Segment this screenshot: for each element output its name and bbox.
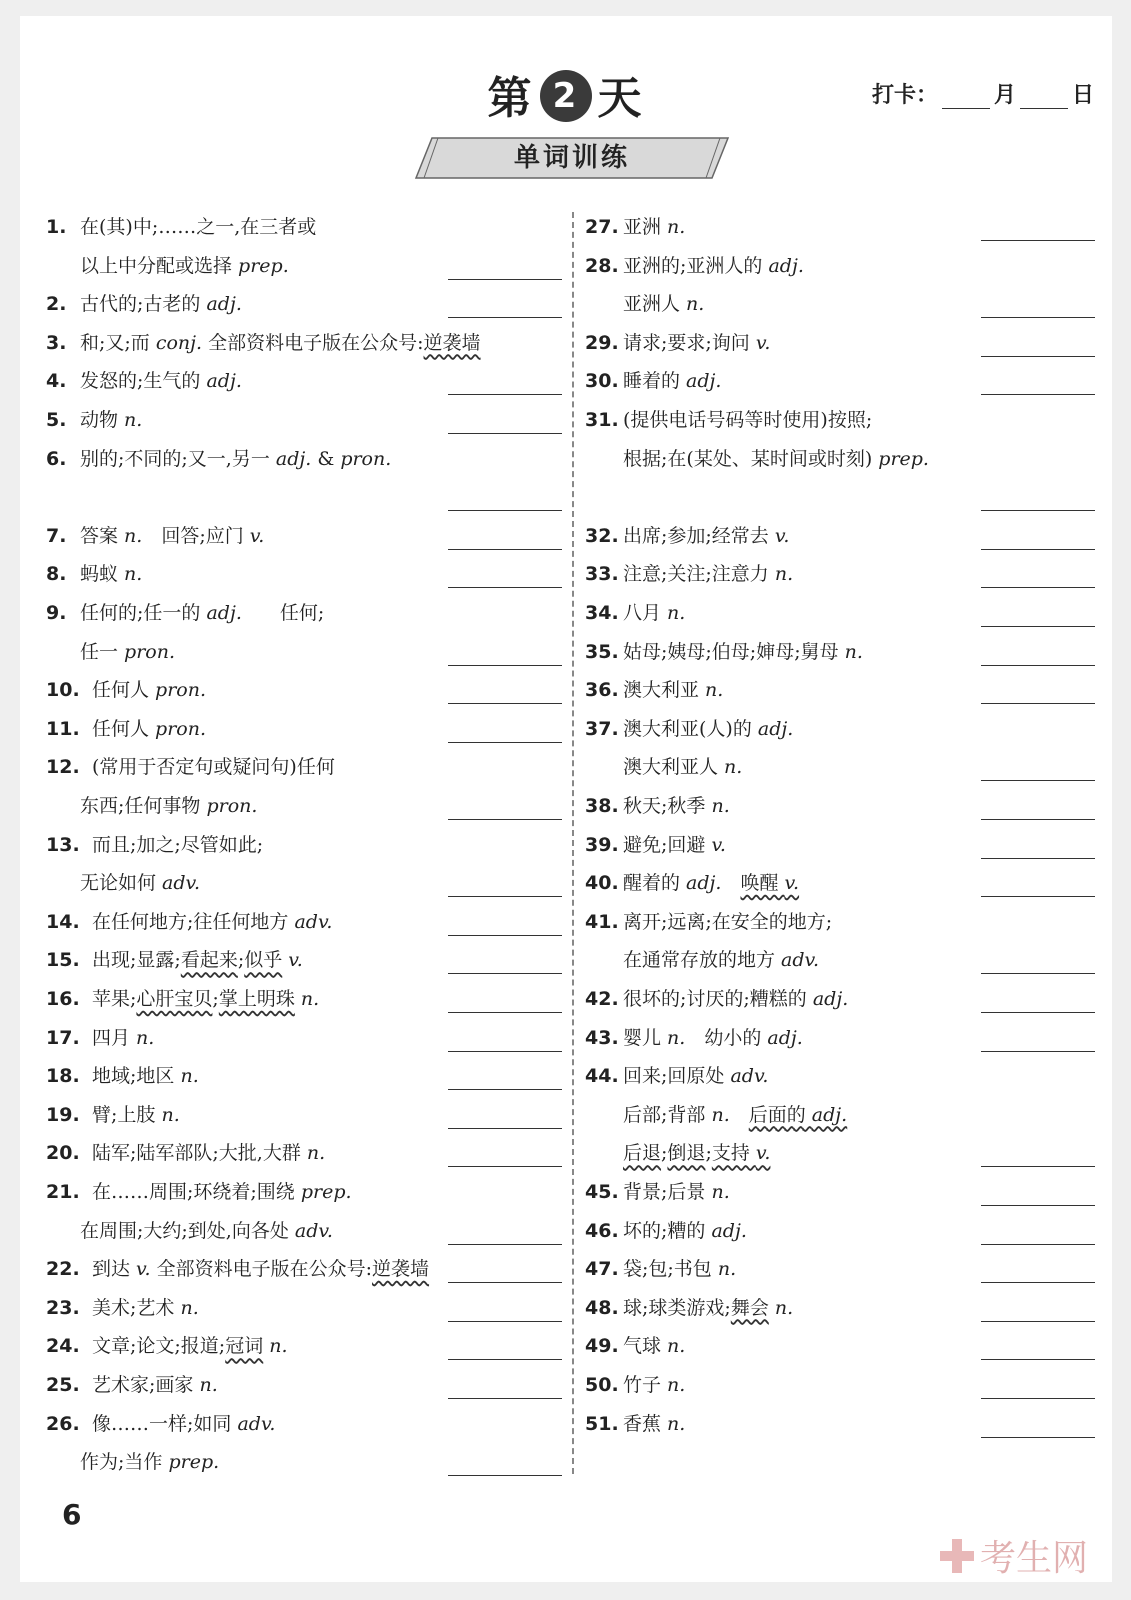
month-blank[interactable]: [942, 84, 990, 109]
vocab-line: [46, 324, 554, 362]
vocab-line: [46, 247, 554, 285]
vocab-line: [46, 517, 554, 555]
vocab-line: [585, 1327, 1095, 1365]
vocab-line: [46, 1405, 554, 1443]
item-number: 40.: [585, 872, 619, 895]
answer-blank[interactable]: [448, 1321, 562, 1322]
column-divider: [572, 212, 574, 1474]
day-prefix: 第: [487, 73, 534, 124]
item-definition: 任何人 pron.: [92, 679, 207, 702]
item-number: 18.: [46, 1065, 80, 1088]
answer-blank[interactable]: [981, 1012, 1095, 1013]
item-number: 7.: [46, 524, 67, 547]
vocab-line: [46, 440, 554, 478]
answer-blank[interactable]: [981, 394, 1095, 395]
item-definition: 回来;回原处 adv.: [623, 1065, 769, 1088]
item-definition: 别的;不同的;又一,另一 adj. & pron.: [80, 447, 392, 470]
vocab-line: [585, 555, 1095, 593]
item-number: 17.: [46, 1026, 80, 1049]
day-number-badge: 2: [540, 70, 592, 122]
item-definition: 袋;包;书包 n.: [623, 1258, 737, 1281]
item-definition: 臂;上肢 n.: [92, 1103, 180, 1126]
vocab-line: [46, 1057, 554, 1095]
vocab-line: [585, 1212, 1095, 1250]
vocab-line: [585, 1096, 1095, 1134]
answer-blank[interactable]: [448, 703, 562, 704]
item-definition: (提供电话号码等时使用)按照;: [623, 409, 873, 431]
vocab-line: [46, 478, 554, 516]
vocab-line: [46, 633, 554, 671]
item-definition: 姑母;姨母;伯母;婶母;舅母 n.: [623, 640, 863, 663]
vocab-line: [46, 826, 554, 864]
answer-blank[interactable]: [448, 1012, 562, 1013]
item-number: 12.: [46, 756, 80, 779]
item-definition: 发怒的;生气的 adj.: [80, 370, 242, 393]
answer-blank[interactable]: [448, 1051, 562, 1052]
answer-blank[interactable]: [981, 1051, 1095, 1052]
item-number: 23.: [46, 1296, 80, 1319]
answer-blank[interactable]: [981, 819, 1095, 820]
item-number: 42.: [585, 988, 619, 1010]
item-number: 13.: [46, 833, 80, 856]
item-definition: 后部;背部 n. 后面的 adj.: [623, 1103, 848, 1126]
vocab-line: [585, 401, 1095, 439]
answer-blank[interactable]: [448, 279, 562, 280]
vocab-line: [46, 1443, 554, 1481]
item-definition: 任何人 pron.: [92, 717, 207, 740]
vocab-line: [585, 748, 1095, 786]
item-number: 22.: [46, 1258, 80, 1281]
vocab-line: [46, 594, 554, 632]
item-number: 41.: [585, 910, 619, 933]
item-definition: 后退;倒退;支持 v.: [623, 1142, 771, 1165]
item-definition: 在……周围;环绕着;围绕 prep.: [92, 1181, 352, 1203]
answer-blank[interactable]: [981, 510, 1095, 511]
vocab-line: [585, 324, 1095, 362]
item-definition: 澳大利亚(人)的 adj.: [623, 717, 794, 740]
item-definition: 无论如何 adv.: [80, 872, 201, 895]
vocab-line: [46, 1019, 554, 1057]
item-definition: 在周围;大约;到处,向各处 adv.: [80, 1219, 333, 1242]
vocab-line: [585, 1173, 1095, 1211]
vocab-line: [46, 980, 554, 1018]
vocab-line: [46, 1250, 554, 1288]
item-definition: 在通常存放的地方 adv.: [623, 949, 820, 972]
answer-blank[interactable]: [981, 549, 1095, 550]
watermark-logo-icon: [940, 1539, 974, 1573]
answer-blank[interactable]: [981, 626, 1095, 627]
vocab-line: [585, 787, 1095, 825]
answer-blank[interactable]: [448, 433, 562, 434]
item-number: 2.: [46, 293, 67, 316]
vocab-line: [46, 1366, 554, 1404]
answer-blank[interactable]: [448, 935, 562, 936]
item-number: 39.: [585, 833, 619, 856]
vocab-line: [585, 362, 1095, 400]
item-number: 34.: [585, 602, 619, 624]
item-definition: 亚洲人 n.: [623, 293, 705, 316]
item-definition: 避免;回避 v.: [623, 833, 726, 856]
item-number: 3.: [46, 331, 67, 354]
checkin-label: 打卡：: [872, 83, 939, 108]
vocab-line: [585, 594, 1095, 632]
item-definition: 以上中分配或选择 prep.: [80, 254, 289, 277]
item-number: 44.: [585, 1065, 619, 1088]
vocab-line: [46, 903, 554, 941]
item-definition: 很坏的;讨厌的;糟糕的 adj.: [623, 988, 849, 1010]
watermark: [940, 1530, 1088, 1581]
item-definition: 任何的;任一的 adj. 任何;: [80, 602, 325, 624]
item-number: 50.: [585, 1374, 619, 1396]
item-definition: 地域;地区 n.: [92, 1065, 199, 1088]
item-definition: 醒着的 adj. 唤醒 v.: [623, 872, 800, 895]
item-number: 29.: [585, 331, 619, 354]
vocab-line: [46, 208, 554, 246]
item-number: 20.: [46, 1142, 80, 1165]
answer-blank[interactable]: [448, 819, 562, 820]
item-number: 35.: [585, 640, 619, 663]
item-number: 24.: [46, 1335, 80, 1358]
vocab-line: [46, 748, 554, 786]
section-title: 单词训练: [513, 143, 630, 173]
vocab-line: [46, 362, 554, 400]
vocab-line: [46, 864, 554, 902]
item-number: 5.: [46, 409, 67, 431]
answer-blank[interactable]: [981, 1166, 1095, 1167]
answer-blank[interactable]: [448, 549, 562, 550]
vocab-line: [585, 1366, 1095, 1404]
item-number: 48.: [585, 1296, 619, 1319]
checkin-date: [872, 78, 1094, 109]
item-definition: 坏的;糟的 adj.: [623, 1219, 747, 1242]
item-definition: 离开;远离;在安全的地方;: [623, 910, 833, 933]
item-definition: 亚洲的;亚洲人的 adj.: [623, 254, 804, 277]
item-number: 9.: [46, 602, 67, 624]
vocab-line: [46, 1327, 554, 1365]
item-number: 1.: [46, 216, 67, 238]
item-number: 26.: [46, 1412, 80, 1435]
answer-blank[interactable]: [981, 1244, 1095, 1245]
item-definition: 澳大利亚 n.: [623, 679, 724, 702]
vocab-line: [46, 671, 554, 709]
watermark-text: 考生网: [980, 1538, 1089, 1579]
item-definition: 古代的;古老的 adj.: [80, 293, 242, 316]
answer-blank[interactable]: [981, 587, 1095, 588]
vocab-line: [46, 1289, 554, 1327]
vocab-line: [585, 1289, 1095, 1327]
item-definition: 气球 n.: [623, 1335, 686, 1358]
vocab-line: [585, 478, 1095, 516]
answer-blank[interactable]: [448, 1089, 562, 1090]
item-number: 28.: [585, 254, 619, 277]
item-definition: 到达 v. 全部资料电子版在公众号:逆袭墙: [92, 1258, 430, 1281]
answer-blank[interactable]: [448, 742, 562, 743]
item-definition: 出现;显露;看起来;似乎 v.: [92, 949, 303, 972]
answer-blank[interactable]: [448, 896, 562, 897]
item-definition: 秋天;秋季 n.: [623, 795, 730, 817]
item-number: 4.: [46, 370, 67, 393]
answer-blank[interactable]: [448, 1398, 562, 1399]
answer-blank[interactable]: [981, 1359, 1095, 1360]
item-number: 31.: [585, 409, 619, 431]
item-definition: 陆军;陆军部队;大批,大群 n.: [92, 1142, 326, 1165]
item-number: 10.: [46, 679, 80, 702]
vocab-line: [46, 1212, 554, 1250]
answer-blank[interactable]: [981, 240, 1095, 241]
item-definition: 艺术家;画家 n.: [92, 1374, 218, 1396]
item-definition: 苹果;心肝宝贝;掌上明珠 n.: [92, 988, 320, 1010]
answer-blank[interactable]: [981, 896, 1095, 897]
item-definition: 婴儿 n. 幼小的 adj.: [623, 1026, 803, 1049]
answer-blank[interactable]: [448, 317, 562, 318]
item-number: 45.: [585, 1181, 619, 1203]
day-label: 日: [1072, 83, 1095, 108]
item-definition: 和;又;而 conj. 全部资料电子版在公众号:逆袭墙: [80, 331, 481, 354]
answer-blank[interactable]: [448, 665, 562, 666]
item-definition: 作为;当作 prep.: [80, 1451, 220, 1474]
vocab-line: [46, 710, 554, 748]
item-number: 37.: [585, 717, 619, 740]
answer-blank[interactable]: [981, 703, 1095, 704]
answer-blank[interactable]: [981, 1398, 1095, 1399]
vocab-line: [585, 671, 1095, 709]
vocab-line: [46, 787, 554, 825]
item-number: 11.: [46, 717, 80, 740]
vocab-line: [585, 1134, 1095, 1172]
vocab-line: [585, 826, 1095, 864]
item-definition: 球;球类游戏;舞会 n.: [623, 1296, 794, 1319]
item-definition: 亚洲 n.: [623, 216, 686, 238]
vocab-line: [46, 285, 554, 323]
vocab-line: [585, 633, 1095, 671]
vocab-line: [585, 864, 1095, 902]
item-definition: 而且;加之;尽管如此;: [92, 833, 264, 856]
vocab-line: [585, 1250, 1095, 1288]
page-number: 6: [62, 1498, 82, 1531]
item-definition: 注意;关注;注意力 n.: [623, 563, 794, 586]
vocab-line: [585, 517, 1095, 555]
item-number: 49.: [585, 1335, 619, 1358]
vocab-line: [46, 401, 554, 439]
day-suffix: 天: [597, 73, 644, 124]
answer-blank[interactable]: [448, 510, 562, 511]
item-number: 30.: [585, 370, 619, 393]
item-definition: 竹子 n.: [623, 1374, 686, 1396]
item-definition: 根据;在(某处、某时间或时刻) prep.: [623, 447, 929, 470]
answer-blank[interactable]: [981, 780, 1095, 781]
answer-blank[interactable]: [981, 1437, 1095, 1438]
vocab-line: [585, 980, 1095, 1018]
answer-blank[interactable]: [448, 1166, 562, 1167]
item-definition: 八月 n.: [623, 602, 686, 624]
vocab-line: [585, 285, 1095, 323]
answer-blank[interactable]: [448, 1128, 562, 1129]
vocab-line: [585, 903, 1095, 941]
item-definition: 在(其)中;……之一,在三者或: [80, 216, 317, 238]
item-number: 19.: [46, 1103, 80, 1126]
item-number: 32.: [585, 524, 619, 547]
item-definition: 在任何地方;往任何地方 adv.: [92, 910, 333, 933]
item-number: 46.: [585, 1219, 619, 1242]
item-number: 38.: [585, 795, 619, 817]
item-number: 47.: [585, 1258, 619, 1281]
answer-blank[interactable]: [448, 394, 562, 395]
item-number: 8.: [46, 563, 67, 586]
answer-blank[interactable]: [448, 973, 562, 974]
item-definition: 背景;后景 n.: [623, 1181, 730, 1203]
item-definition: 睡着的 adj.: [623, 370, 722, 393]
item-definition: 任一 pron.: [80, 640, 176, 663]
item-definition: 四月 n.: [92, 1026, 155, 1049]
item-definition: 东西;任何事物 pron.: [80, 795, 258, 817]
vocab-line: [585, 1057, 1095, 1095]
answer-blank[interactable]: [981, 356, 1095, 357]
item-number: 16.: [46, 988, 80, 1010]
answer-blank[interactable]: [981, 1321, 1095, 1322]
item-number: 21.: [46, 1181, 80, 1203]
vocab-line: [585, 710, 1095, 748]
item-number: 27.: [585, 216, 619, 238]
day-blank[interactable]: [1020, 84, 1068, 109]
item-number: 33.: [585, 563, 619, 586]
vocab-line: [46, 941, 554, 979]
item-number: 36.: [585, 679, 619, 702]
vocab-line: [585, 440, 1095, 478]
vocab-line: [46, 1096, 554, 1134]
section-banner: [414, 136, 730, 180]
answer-blank[interactable]: [448, 587, 562, 588]
vocab-line: [585, 1405, 1095, 1443]
answer-blank[interactable]: [981, 858, 1095, 859]
answer-blank[interactable]: [981, 665, 1095, 666]
item-number: 15.: [46, 949, 80, 972]
item-definition: 蚂蚁 n.: [80, 563, 143, 586]
item-definition: 动物 n.: [80, 409, 143, 431]
answer-blank[interactable]: [448, 1244, 562, 1245]
item-definition: 文章;论文;报道;冠词 n.: [92, 1335, 288, 1358]
item-definition: 美术;艺术 n.: [92, 1296, 199, 1319]
answer-blank[interactable]: [981, 317, 1095, 318]
answer-blank[interactable]: [448, 1282, 562, 1283]
item-number: 6.: [46, 447, 67, 470]
vocab-line: [46, 1134, 554, 1172]
item-number: 14.: [46, 910, 80, 933]
answer-blank[interactable]: [981, 1205, 1095, 1206]
answer-blank[interactable]: [981, 1282, 1095, 1283]
item-number: 51.: [585, 1412, 619, 1435]
vocab-line: [46, 1173, 554, 1211]
month-label: 月: [994, 83, 1017, 108]
vocab-line: [585, 941, 1095, 979]
vocab-line: [585, 1019, 1095, 1057]
vocab-line: [585, 247, 1095, 285]
item-definition: 像……一样;如同 adv.: [92, 1412, 276, 1435]
item-definition: 澳大利亚人 n.: [623, 756, 743, 779]
item-definition: 出席;参加;经常去 v.: [623, 524, 790, 547]
item-number: 43.: [585, 1026, 619, 1049]
item-number: 25.: [46, 1374, 80, 1396]
item-definition: (常用于否定句或疑问句)任何: [92, 756, 335, 779]
answer-blank[interactable]: [448, 1359, 562, 1360]
answer-blank[interactable]: [981, 973, 1095, 974]
vocab-line: [46, 555, 554, 593]
answer-blank[interactable]: [448, 1475, 562, 1476]
item-definition: 请求;要求;询问 v.: [623, 331, 771, 354]
item-definition: 香蕉 n.: [623, 1412, 686, 1435]
vocab-line: [585, 208, 1095, 246]
item-definition: 答案 n. 回答;应门 v.: [80, 524, 265, 547]
